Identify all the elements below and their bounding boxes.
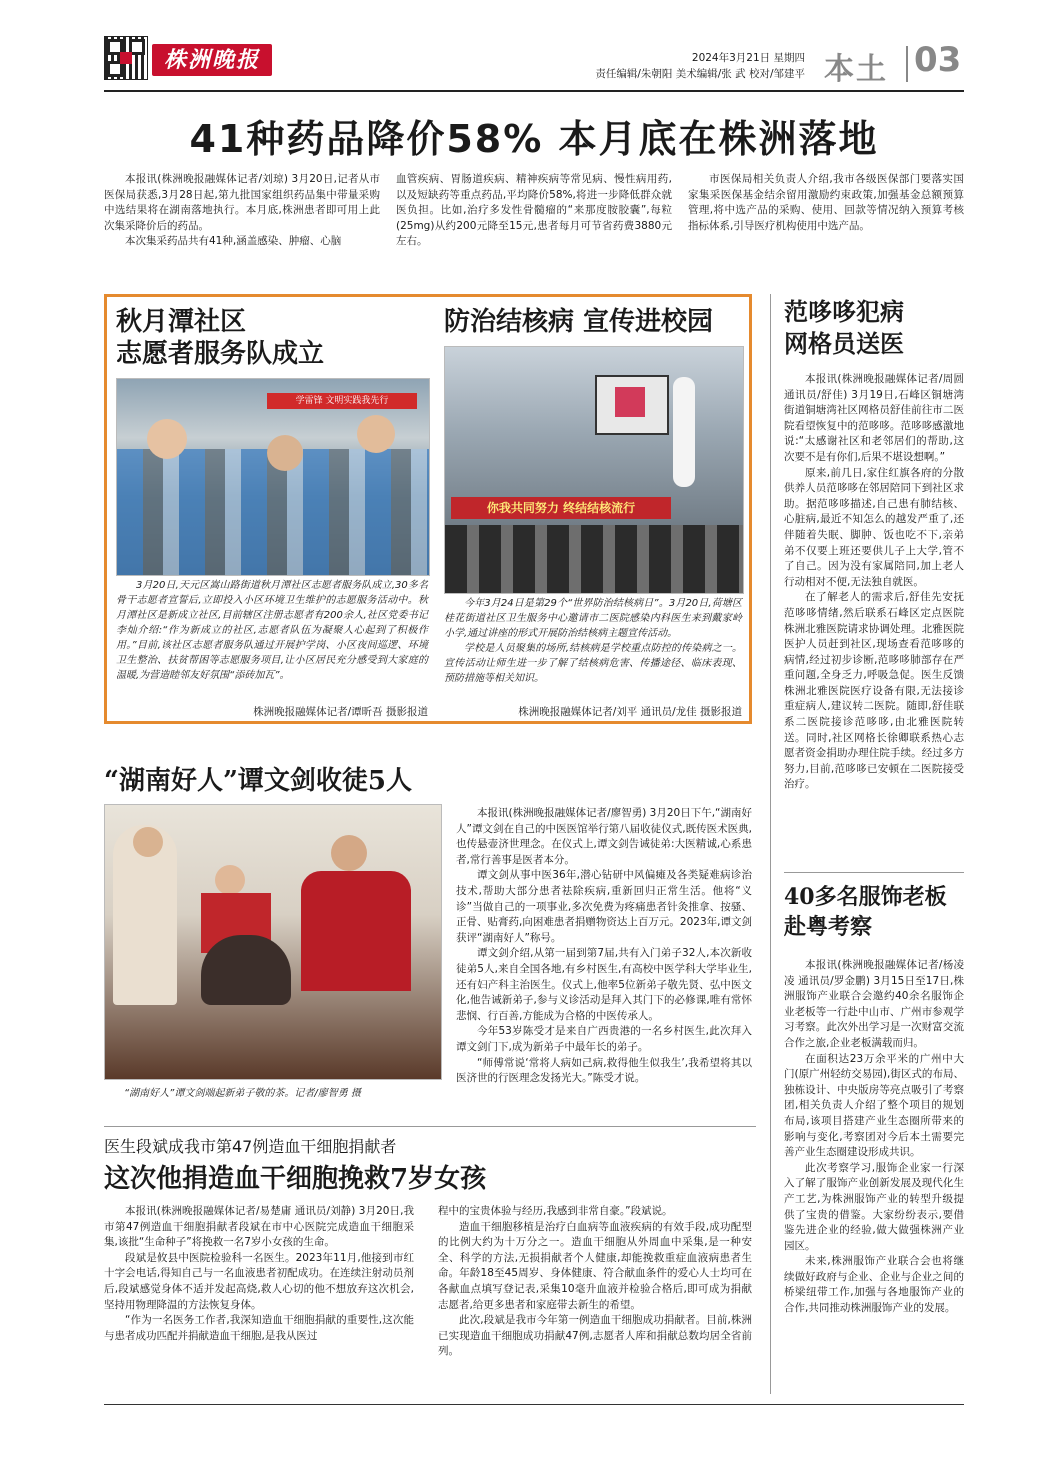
lead-headline: 41种药品降价58% 本月底在株洲落地 xyxy=(189,117,879,161)
story-paragraph: 本报讯(株洲晚报融媒体记者/易楚庸 通讯员/刘静) 3月20日,我市第47例造血干细胞捐献者段斌在市中心医院完成造血干细胞采集,该批“生命种子”将挽救一名7岁小女孩的生命。 xyxy=(104,1205,414,1249)
stem-story-kicker: 医生段斌成我市第47例造血干细胞捐献者 xyxy=(104,1137,397,1156)
volunteer-photo xyxy=(116,378,430,576)
photo-banner: 学雷锋 文明实践我先行 xyxy=(267,393,417,409)
caption-paragraph: 学校是人员聚集的场所,结核病是学校重点防控的传染病之一。宣传活动让师生进一步了解了结核病危害、传播途径、临床表现、预防措施等相关知识。 xyxy=(444,643,742,684)
box-left-title-line: 秋月潭社区 xyxy=(116,307,247,337)
story-paragraph: 在了解老人的需求后,舒佳先安抚范哆哆情绪,然后联系石峰区定点医院株洲北雅医院请求协调处理。北雅医院医护人员赶到社区,现场查看范哆哆的病情,经过初步诊断,范哆哆肺部存在严重问题,全身乏力,呼吸急促。医生反馈株洲北雅医院医疗设备有限,无法接诊重症病人,建议转二医院。随即,舒佳联系二医院接诊范哆哆,由北雅医院转送。同时,社区网格长徐卿联系热心志愿者资金捐助办理住院手续。经过多方努力,目前,范哆哆已安顿在二医院接受治疗。 xyxy=(784,591,964,791)
photo-banner: 你我共同努力 终结结核流行 xyxy=(451,497,671,519)
story-paragraph: 造血干细胞移植是治疗白血病等血液疾病的有效手段,成功配型的比例大约为十万分之一。造血干细胞从外周血中采集,是一种安全、科学的方法,无损捐献者个人健康,却能挽救重症血液病患者生命。年龄18至45周岁、身体健康、符合献血条件的爱心人士均可在各献血点填写登记表,采集10毫升血液并检验合格后,即可成为捐献志愿者,给更多患者和家庭带去新生的希望。 xyxy=(438,1220,752,1311)
story-paragraph: 此次,段斌是我市今年第一例造血干细胞成功捐献者。目前,株洲已实现造血干细胞成功捐献47例,志愿者人库和捐献总数均居全省前列。 xyxy=(438,1314,752,1358)
stem-story-headline: 这次他捐造血干细胞挽救7岁女孩 xyxy=(104,1164,487,1194)
story-separator xyxy=(104,1126,756,1127)
headline-line: 网格员送医 xyxy=(784,329,904,358)
box-right-byline: 株洲晚报融媒体记者/刘平 通讯员/龙佳 摄影报道 xyxy=(518,706,742,718)
page-number: 03 xyxy=(914,40,962,80)
stem-story-column-1 xyxy=(104,1204,414,1344)
editor-credits: 责任编辑/朱朝阳 美术编辑/张 武 校对/邹建平 xyxy=(595,68,805,80)
footer-rule xyxy=(104,1404,964,1405)
story-paragraph: 原来,前几日,家住红旗各府的分散供养人员范哆哆在邻居陪同下到社区求助。据范哆哆描述,自己患有肺结核、心脏病,最近不知怎么的越发严重了,还伴随着失眠、脚肿、饭也吃不下,亲弟弟不仅要上班还要供儿子上大学,管不了自己。因为没有家属陪同,加上老人行动相对不便,无法独自就医。 xyxy=(784,466,964,588)
lead-paragraph: 本报讯(株洲晚报融媒体记者/刘琼) 3月20日,记者从市医保局获悉,3月28日起,第九批国家组织药品集中带量采购中选结果将在湖南落地执行。本月底,株洲患者即可用上此次集采降价后的药品。 xyxy=(104,173,380,232)
box-right-title: 防治结核病 宣传进校园 xyxy=(444,307,714,337)
tan-story-body xyxy=(456,806,752,1087)
section-divider xyxy=(906,46,908,82)
column-divider xyxy=(770,294,771,1394)
story-paragraph: 此次考察学习,服饰企业家一行深入了解了服饰产业创新发展及现代化生产工艺,为株洲服饰产业的转型升级提供了宝贵的借鉴。大家纷纷表示,要借鉴先进企业的经验,做大做强株洲产业园区。 xyxy=(784,1161,964,1252)
box-left-byline: 株洲晚报融媒体记者/谭昕吾 摄影报道 xyxy=(253,706,428,718)
headline-line: 赴粤考察 xyxy=(784,914,873,940)
lead-column-2 xyxy=(396,172,672,250)
newspaper-logo xyxy=(152,44,272,76)
lead-paragraph: 市医保局相关负责人介绍,我市各级医保部门要落实国家集采医保基金结余留用激励约束政策,加强基金总额预算管理,将中选产品的采购、使用、回款等情况纳入预算考核指标体系,引导医疗机构使用中选产品。 xyxy=(688,173,964,232)
right-story-2-headline xyxy=(784,882,947,942)
lead-paragraph: 本次集采药品共有41种,涵盖感染、肿瘤、心脑 xyxy=(125,235,342,248)
story-paragraph: 程中的宝贵体验与经历,我感到非常自豪。”段斌说。 xyxy=(438,1205,673,1217)
caption-paragraph: 今年3月24日是第29个“世界防治结核病日”。3月20日,荷塘区桂花街道社区卫生服务中心邀请市二医院感染内科医生来到戴家岭小学,通过讲座的形式开展防治结核病主题宣传活动。 xyxy=(444,598,742,639)
lecture-photo xyxy=(444,346,744,594)
box-left-title xyxy=(116,306,324,370)
headline-line: 范哆哆犯病 xyxy=(784,297,904,326)
story-paragraph: “师傅常说‘常将人病如己病,救得他生似我生’,我希望将其以医济世的行医理念发扬光大。”陈受才说。 xyxy=(456,1056,752,1085)
lead-column-1 xyxy=(104,172,380,250)
story-paragraph: “作为一名医务工作者,我深知造血干细胞捐献的重要性,这次能与患者成功匹配并捐献造血干细胞,是我从医过 xyxy=(104,1314,414,1342)
story-paragraph: 本报讯(株洲晚报融媒体记者/廖智勇) 3月20日下午,“湖南好人”谭文剑在自己的中医医馆举行第八届收徒仪式,既传医术医典,也传悬壶济世理念。在仪式上,谭文剑告诫徒弟:大医精诚,心系患者,常行善事是医者本分。 xyxy=(456,807,752,866)
headline-line: 40多名服饰老板 xyxy=(784,884,947,910)
box-left-title-line: 志愿者服务队成立 xyxy=(116,339,325,369)
stem-story-column-2 xyxy=(438,1204,752,1360)
tan-story-headline: “湖南好人”谭文剑收徒5人 xyxy=(104,766,413,796)
story-paragraph: 谭文剑介绍,从第一届到第7届,共有入门弟子32人,本次新收徒弟5人,来自全国各地,有乡村医生,有高校中医学科大学毕业生,还有妇产科主治医生。仪式上,他率5位新弟子敬先贤、弘中医文化,他告诫新弟子,参与义诊活动是拜入其门下的必修课,唯有常怀悲悯、行百善,方能成为合格的中医传承人。 xyxy=(456,947,752,1022)
tea-ceremony-photo xyxy=(104,804,442,1080)
lead-column-3 xyxy=(688,172,964,234)
right-story-2-body xyxy=(784,958,964,1317)
story-paragraph: 本报讯(株洲晚报融媒体记者/周圆 通讯员/舒佳) 3月19日,石峰区铜塘湾街道铜塘湾社区网格员舒佳前往市二医院看望恢复中的范哆哆。范哆哆感激地说:“太感谢社区和老邻居们的帮助,这次要不是有你们,后果不堪设想啊。” xyxy=(784,373,964,463)
section-name: 本土 xyxy=(824,52,888,87)
box-left-caption: 3月20日,天元区嵩山路街道秋月潭社区志愿者服务队成立,30多名骨干志愿者宣誓后,立即投入小区环境卫生维护的志愿服务活动中。秋月潭社区是新成立社区,目前辖区注册志愿者有200余人,社区党委书记李灿介绍:“作为新成立的社区,志愿者队伍为凝聚人心起到了积极作用。”目前,该社区志愿者服务队通过开展护学岗、小区夜间巡逻、环境卫生整治、扶贫帮困等志愿服务项目,让小区居民充分感受到大家庭的温暖,为营造睦邻友好氛围“添砖加瓦”。 xyxy=(116,580,428,681)
masthead-rule xyxy=(104,90,964,92)
right-story-1-body xyxy=(784,372,964,793)
qr-code-icon xyxy=(104,36,148,80)
story-paragraph: 段斌是攸县中医院检验科一名医生。2023年11月,他接到市红十字会电话,得知自己与一名血液患者初配成功。在连续注射动员剂后,段斌感觉身体不适并发起高烧,救人心切的他不想放弃这次机会,坚持用物理降温的方法恢复身体。 xyxy=(104,1251,414,1311)
issue-date: 2024年3月21日 星期四 xyxy=(691,52,805,64)
lead-paragraph: 血管疾病、胃肠道疾病、精神疾病等常见病、慢性病用药,以及短缺药等重点药品,平均降价58%,将进一步降低群众就医负担。比如,治疗多发性骨髓瘤的“来那度胺胶囊”,每粒(25mg)从约200元降至15元,患者每月可节省药费3880元左右。 xyxy=(396,173,672,248)
story-separator xyxy=(784,872,964,873)
story-paragraph: 未来,株洲服饰产业联合会也将继续做好政府与企业、企业与企业之间的桥梁纽带工作,加强与各地服饰产业的合作,共同推动株洲服饰产业的发展。 xyxy=(784,1255,964,1315)
story-paragraph: 谭文剑从事中医36年,潜心钻研中风偏瘫及各类疑难病诊治技术,帮助大部分患者祛除疾病,重新回归正常生活。他将“义诊”当做自己的一项事业,多次免费为疼痛患者针灸推拿、按骚、正骨、贴膏药,向困难患者捐赠物资达上百万元。2023年,谭文剑获评“湖南好人”称号。 xyxy=(456,869,752,944)
box-right-caption xyxy=(444,596,742,686)
right-story-1-headline xyxy=(784,296,904,360)
story-paragraph: 本报讯(株洲晚报融媒体记者/杨凌凌 通讯员/罗金鹏) 3月15日至17日,株洲服饰产业联合会邀约40余名服饰企业老板等一行赴中山市、广州市参观学习考察。此次外出学习是一次财富交流合作之旅,企业老板满载而归。 xyxy=(784,959,964,1049)
story-paragraph: 今年53岁陈受才是来自广西贵港的一名乡村医生,此次拜入谭文剑门下,成为新弟子中最年长的弟子。 xyxy=(456,1025,752,1053)
tan-photo-caption: “湖南好人”谭文剑端起新弟子敬的茶。记者/廖智勇 摄 xyxy=(124,1088,361,1099)
logo-text: 株洲晚报 xyxy=(163,47,260,73)
story-paragraph: 在面积达23万余平米的广州中大门(原广州轻纺交易园),街区式的布局、独栋设计、中央版房等亮点吸引了考察团,相关负责人介绍了整个项目的规划布局,该项目搭建产业生态圈所带来的影响与变化,考察团对今后本土需要完善产业生态圈建设形成共识。 xyxy=(784,1052,964,1159)
